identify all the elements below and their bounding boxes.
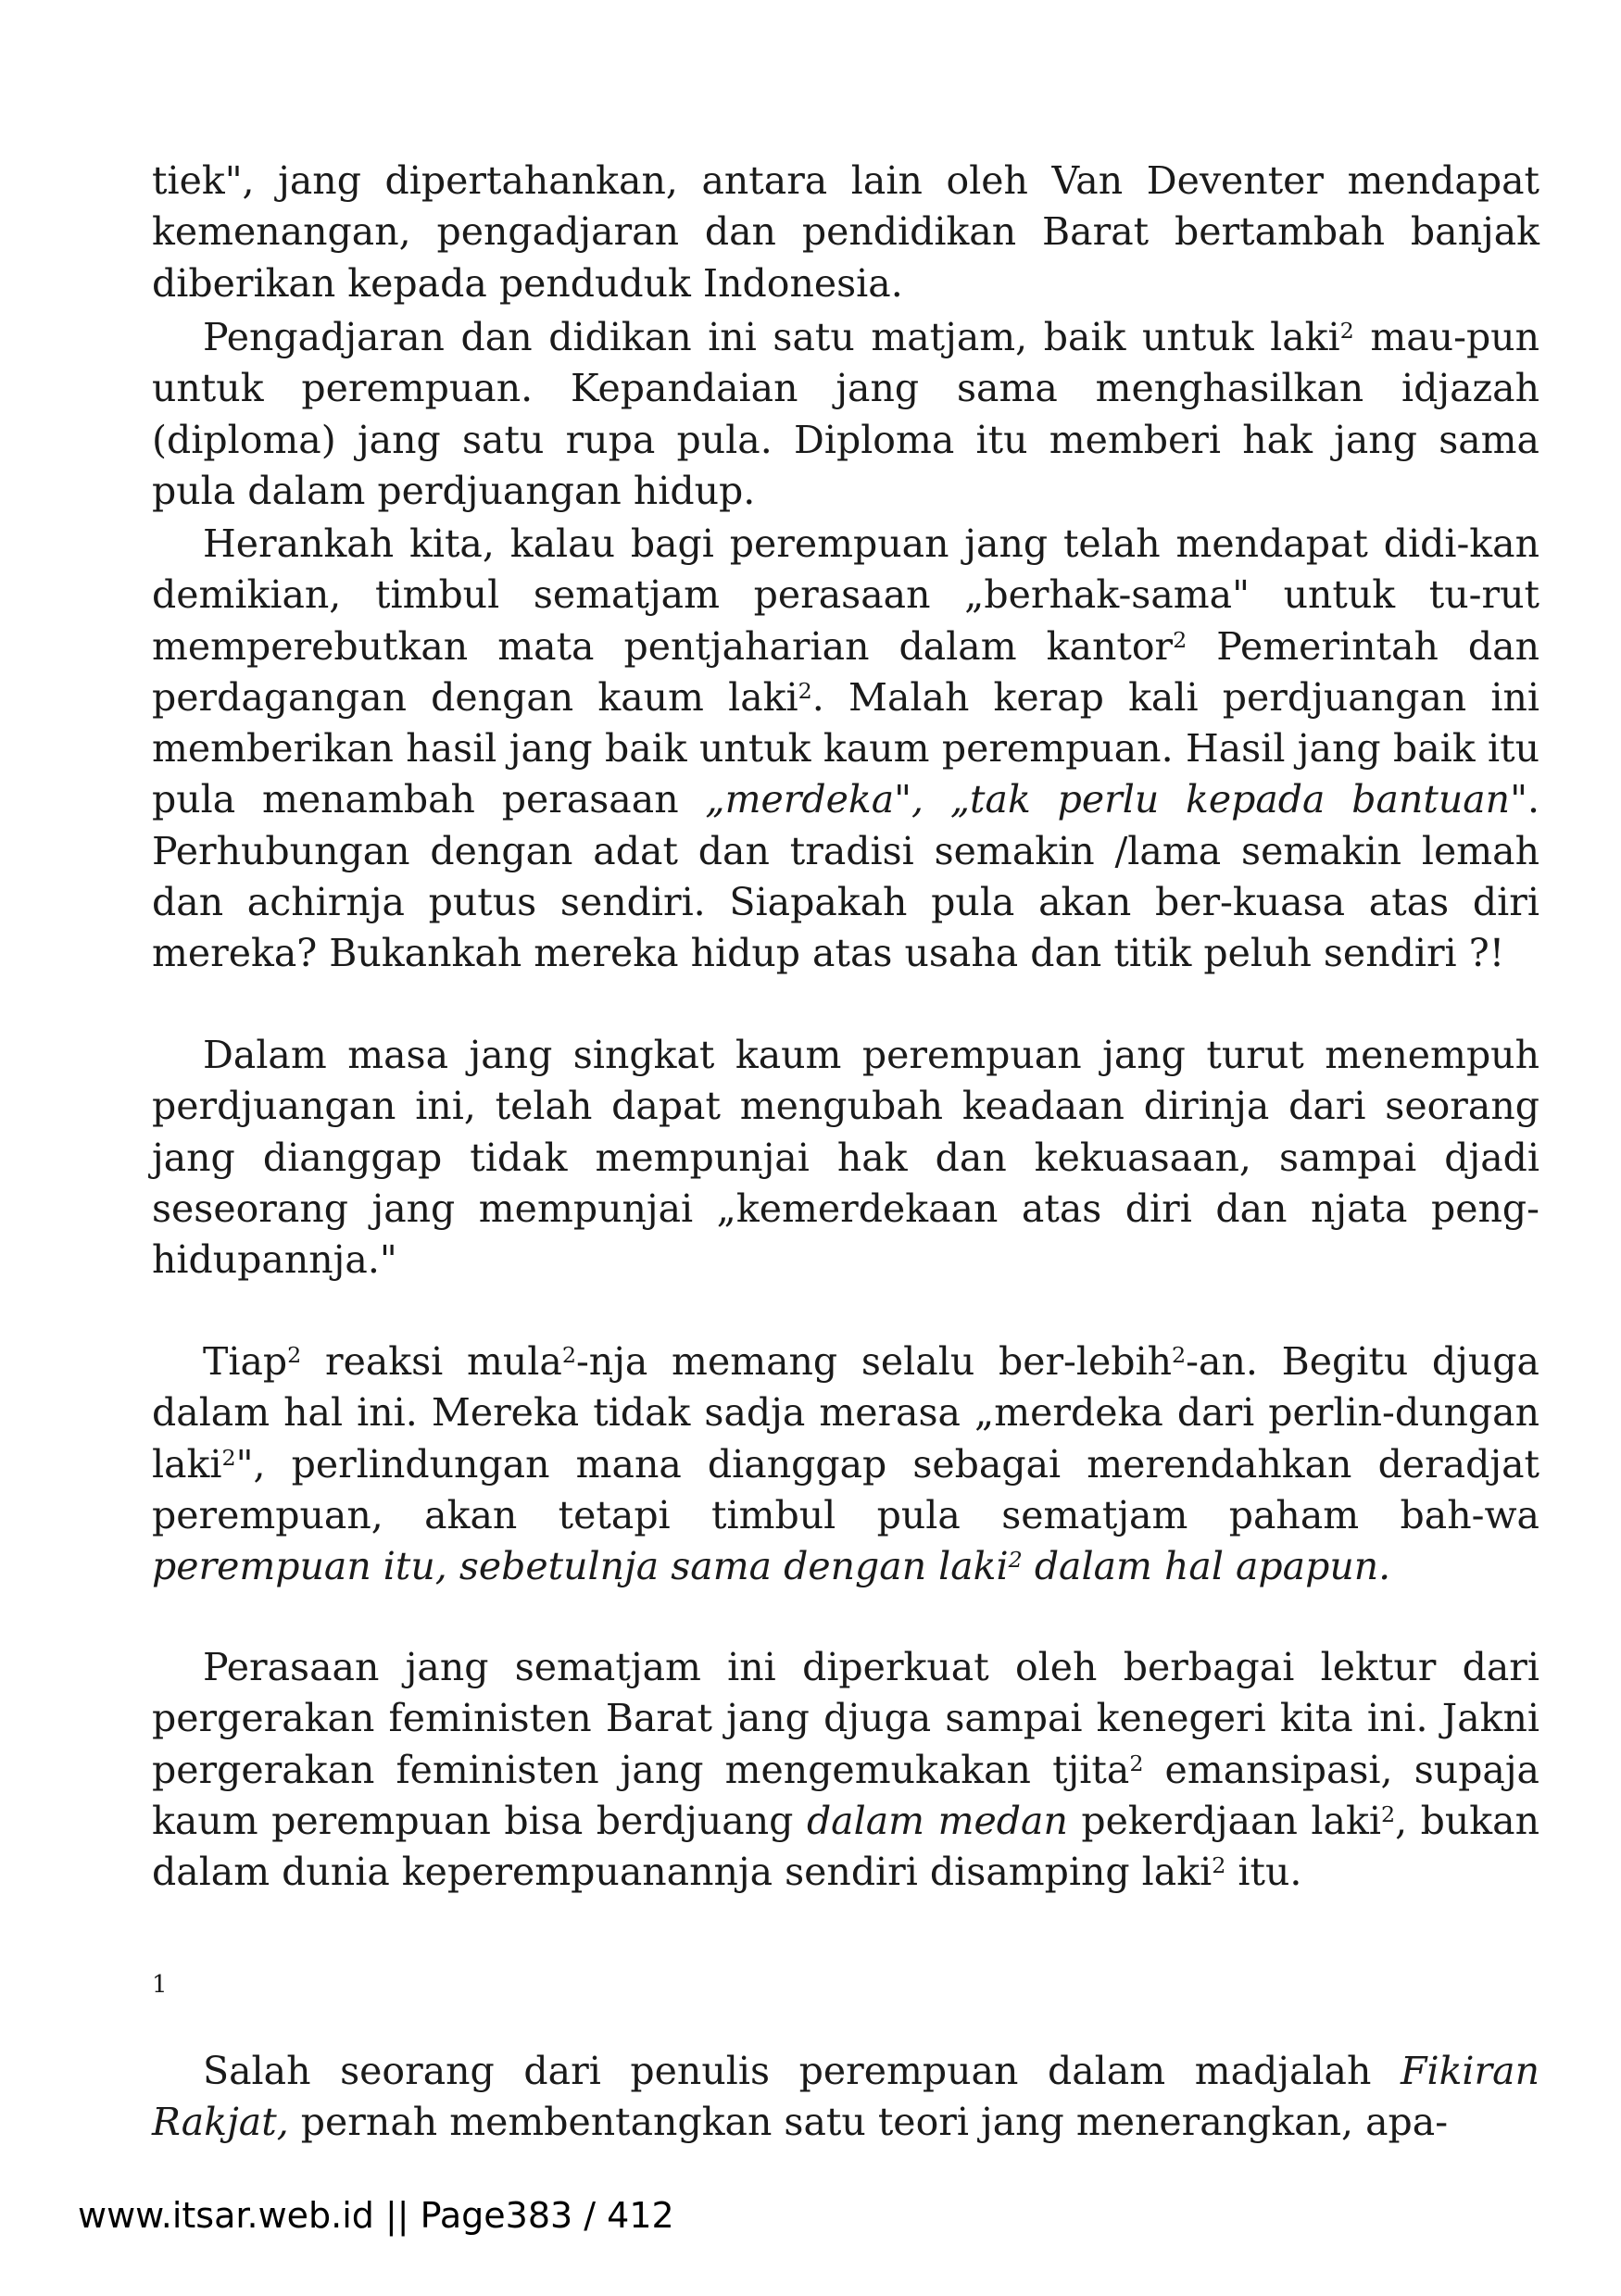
paragraph-2 [152,312,1539,517]
text-run: Pemerintah dan perdagangan dengan kaum laki [152,623,1539,720]
paragraph-3 [152,519,1539,980]
superscript-two: 2 [287,1341,302,1368]
text-run: Tiap [203,1339,288,1384]
paragraph-4 [152,1030,1539,1286]
text-run: Pengadjaran dan didikan ini satu matjam, baik untuk laki [203,315,1340,359]
text-run: Dalam masa jang singkat kaum perempuan jang turut menempuh perdjuangan ini, telah dapat mengubah keadaan dirinja dari seorang jang dianggap tidak mempunjai hak dan kekuasaan, sampai djadi seseorang jang mempunjai „kemerdekaan atas diri dan njata peng-hidupannja." [152,1033,1539,1283]
text-run: reaksi mula [301,1339,562,1384]
italic-text: Fikiran Rakjat, [152,2049,1539,2145]
text-run: mau-pun untuk perempuan. Kepandaian jang sama menghasilkan idjazah (diploma) jang satu rupa pula. Diploma itu memberi hak jang sama pula dalam perdjuangan hidup. [152,315,1539,513]
footnote-number: 1 [152,1971,168,1999]
superscript-two: 2 [1008,1547,1023,1574]
text-run: Perasaan jang sematjam ini diperkuat oleh berbagai lektur dari pergerakan feministen Barat jang djuga sampai kenegeri kita ini. Jakni pergerakan feministen jang mengemukakan tjita [152,1645,1539,1792]
text-run: Herankah kita, kalau bagi perempuan jang telah mendapat didi-kan demikian, timbul sematjam perasaan „berhak-sama" untuk tu-rut memperebutkan mata pentjaharian dalam kantor [152,521,1539,669]
italic-text: dalam hal apapun. [1022,1544,1391,1589]
superscript-two: 2 [1173,626,1187,653]
text-run: Salah seorang dari penulis perempuan dalam madjalah [203,2049,1401,2093]
superscript-two: 2 [1129,1750,1144,1776]
superscript-two: 2 [1172,1341,1187,1368]
paragraph-7 [152,2046,1539,2149]
italic-text: perempuan itu, sebetulnja sama dengan laki [152,1544,1009,1589]
text-run: -an. Begitu djuga dalam hal ini. Mereka tidak sadja merasa „merdeka dari perlin-dungan laki [152,1339,1539,1487]
text-run: , bukan dalam dunia keperempuanannja sendiri disamping laki [152,1798,1539,1895]
text-run: -nja memang selalu ber-lebih [575,1339,1173,1384]
italic-text: „merdeka", „tak perlu kepada bantuan" [705,777,1527,822]
superscript-two: 2 [1212,1852,1226,1879]
text-run: emansipasi, supaja kaum perempuan bisa berdjuang [152,1747,1539,1843]
page-footer: www.itsar.web.id || Page383 / 412 [78,2195,674,2236]
superscript-two: 2 [561,1341,576,1368]
text-run: ", perlindungan mana dianggap sebagai merendahkan deradjat perempuan, akan tetapi timbul pula sematjam paham bah-wa [152,1441,1539,1537]
text-run: itu. [1225,1850,1302,1895]
text-run: . Malah kerap kali perdjuangan ini memberikan hasil jang baik untuk kaum perempuan. Hasil jang baik itu pula menambah perasaan [152,674,1540,822]
superscript-two: 2 [1380,1800,1396,1827]
text-run: tiek", jang dipertahankan, antara lain oleh Van Deventer mendapat kemenangan, pengadjaran dan pendidikan Barat bertambah banjak diberikan kepada penduduk Indonesia. [152,158,1539,306]
italic-text: dalam medan [806,1798,1068,1843]
superscript-two: 2 [1339,317,1354,344]
paragraph-6 [152,1642,1539,1898]
superscript-two: 2 [798,677,812,704]
text-run: . Perhubungan dengan adat dan tradisi semakin /lama semakin lemah dan achirnja putus sendiri. Siapakah pula akan ber-kuasa atas diri mereka? Bukankah mereka hidup atas usaha dan titik peluh sendiri ?! [152,777,1539,976]
paragraph-1 [152,156,1539,309]
superscript-two: 2 [221,1444,236,1471]
text-run: pekerdjaan laki [1067,1798,1381,1843]
paragraph-5 [152,1336,1539,1592]
text-run: pernah membentangkan satu teori jang menerangkan, apa- [288,2100,1449,2145]
